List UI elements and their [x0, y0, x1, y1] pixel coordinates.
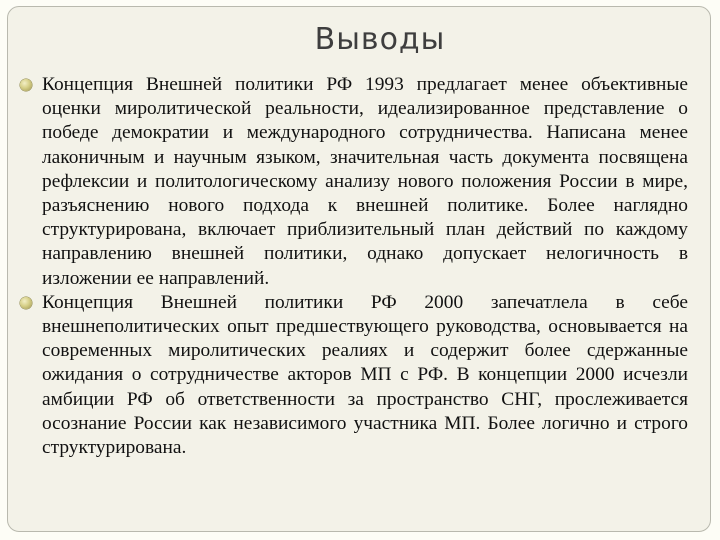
bullet-text: Концепция Внешней политики РФ 2000 запечатлела в себе внешнеполитических опыт предшествующего руководства, основывается на современных миролитических реалиях и содержит более сдержанные ожидания о сотрудничестве акторов МП с РФ. В концепции 2000 исчезли амбиции РФ об ответственности за пространство СНГ, прослеживается осознание России как независимого участника МП. Более логично и строго структурирована. [42, 291, 688, 459]
slide-title: Выводы [314, 22, 446, 57]
bullet-dot-icon [20, 79, 32, 91]
bullet-dot-icon [20, 297, 32, 309]
bullet-text: Концепция Внешней политики РФ 1993 предлагает менее объективные оценки миролитической реальности, идеализированное представление о победе демократии и международного сотрудничества. Написана менее лаконичным и научным языком, значительная часть документа посвящена рефлексии и политологическому анализу нового положения России в мире, разъяснению нового подхода к внешней политике. Более наглядно структурирована, включает приблизительный план действий по каждому направлению внешней политики, однако допускает нелогичность в изложении ее направлений. [42, 74, 688, 289]
bullet-item-1993 [20, 73, 688, 291]
bullet-item-2000 [20, 291, 688, 460]
bullet-list [20, 73, 688, 460]
